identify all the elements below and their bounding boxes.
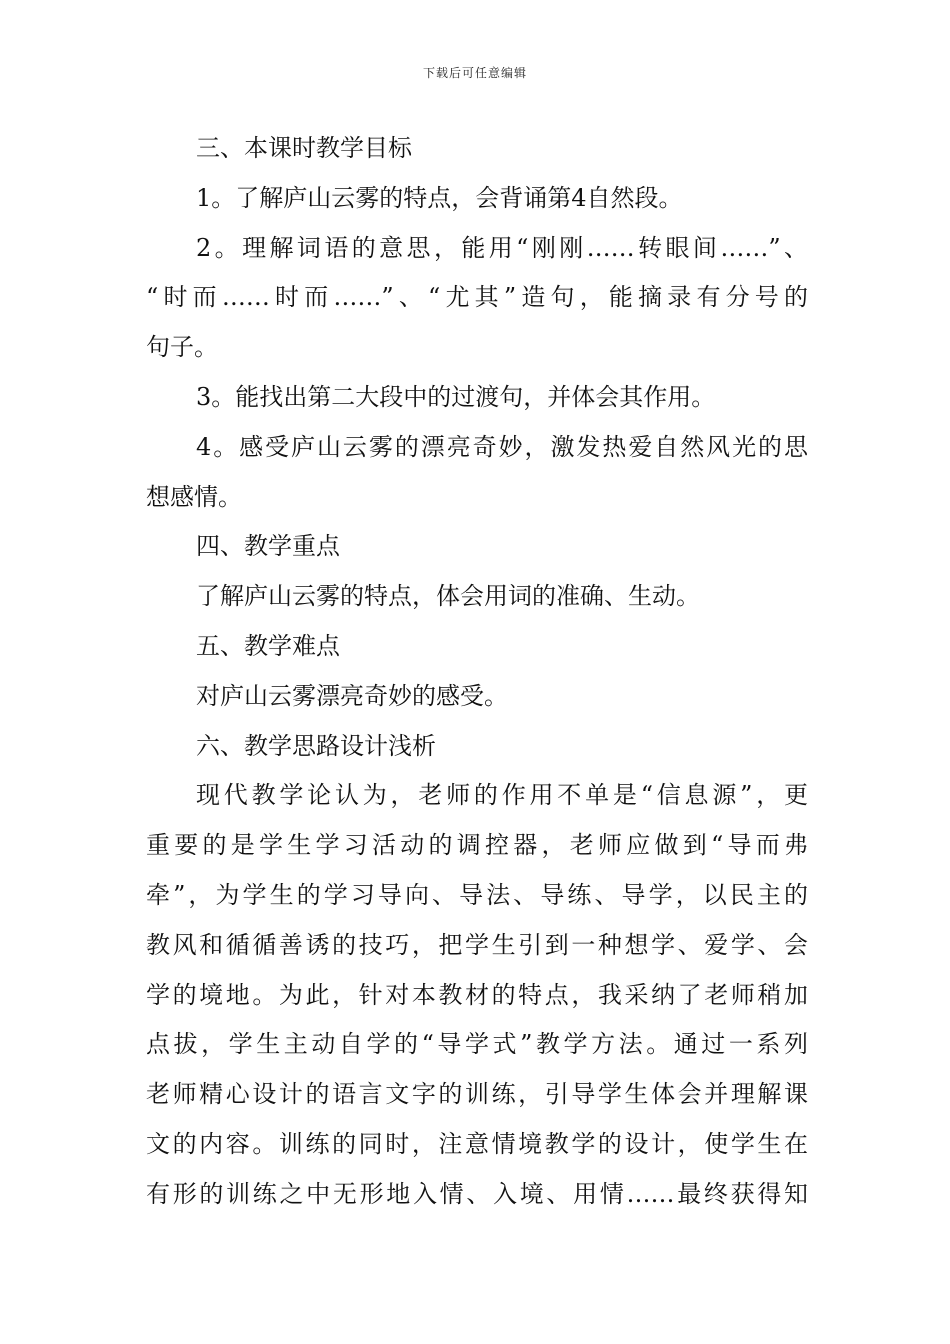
section-heading-design: 六、教学思路设计浅析 [196,731,436,760]
difficulties-text: 对庐山云雾漂亮奇妙的感受。 [196,681,508,710]
objective-4-line-2: 想感情。 [146,482,242,511]
key-points-text: 了解庐山云雾的特点，体会用词的准确、生动。 [196,582,700,611]
design-paragraph-line-1: 现代教学论认为，老师的作用不单是“信息源”，更 [196,781,808,810]
section-heading-objectives: 三、本课时教学目标 [196,134,412,162]
objective-3: 3。能找出第二大段中的过渡句，并体会其作用。 [196,382,716,411]
design-paragraph-line-5: 学的境地。为此，针对本教材的特点，我采纳了老师稍加 [146,980,808,1009]
design-paragraph-line-4: 教风和循循善诱的技巧，把学生引到一种想学、爱学、会 [146,930,808,959]
design-paragraph-line-9: 有形的训练之中无形地入情、入境、用情……最终获得知 [146,1179,808,1208]
design-paragraph-line-8: 文的内容。训练的同时，注意情境教学的设计，使学生在 [146,1129,808,1158]
objective-1: 1。了解庐山云雾的特点，会背诵第4自然段。 [196,183,683,212]
objective-4-line-1: 4。感受庐山云雾的漂亮奇妙，激发热爱自然风光的思 [196,432,808,461]
section-heading-key-points: 四、教学重点 [196,532,340,561]
section-heading-difficulties: 五、教学难点 [196,631,340,660]
design-paragraph-line-7: 老师精心设计的语言文字的训练，引导学生体会并理解课 [146,1080,808,1109]
design-paragraph-line-3: 牵”，为学生的学习导向、导法、导练、导学，以民主的 [146,880,808,909]
design-paragraph-line-2: 重要的是学生学习活动的调控器，老师应做到“导而弗 [146,831,808,860]
objective-2-line-3: 句子。 [146,333,218,362]
document-body [146,124,808,1220]
design-paragraph-line-6: 点拔，学生主动自学的“导学式”教学方法。通过一系列 [146,1030,808,1059]
objective-2-line-2: “时而……时而……”、“尤其”造句，能摘录有分号的 [146,283,808,312]
objective-2-line-1: 2。理解词语的意思，能用“刚刚……转眼间……”、 [196,233,808,262]
page-header: 下载后可任意编辑 [422,66,527,80]
